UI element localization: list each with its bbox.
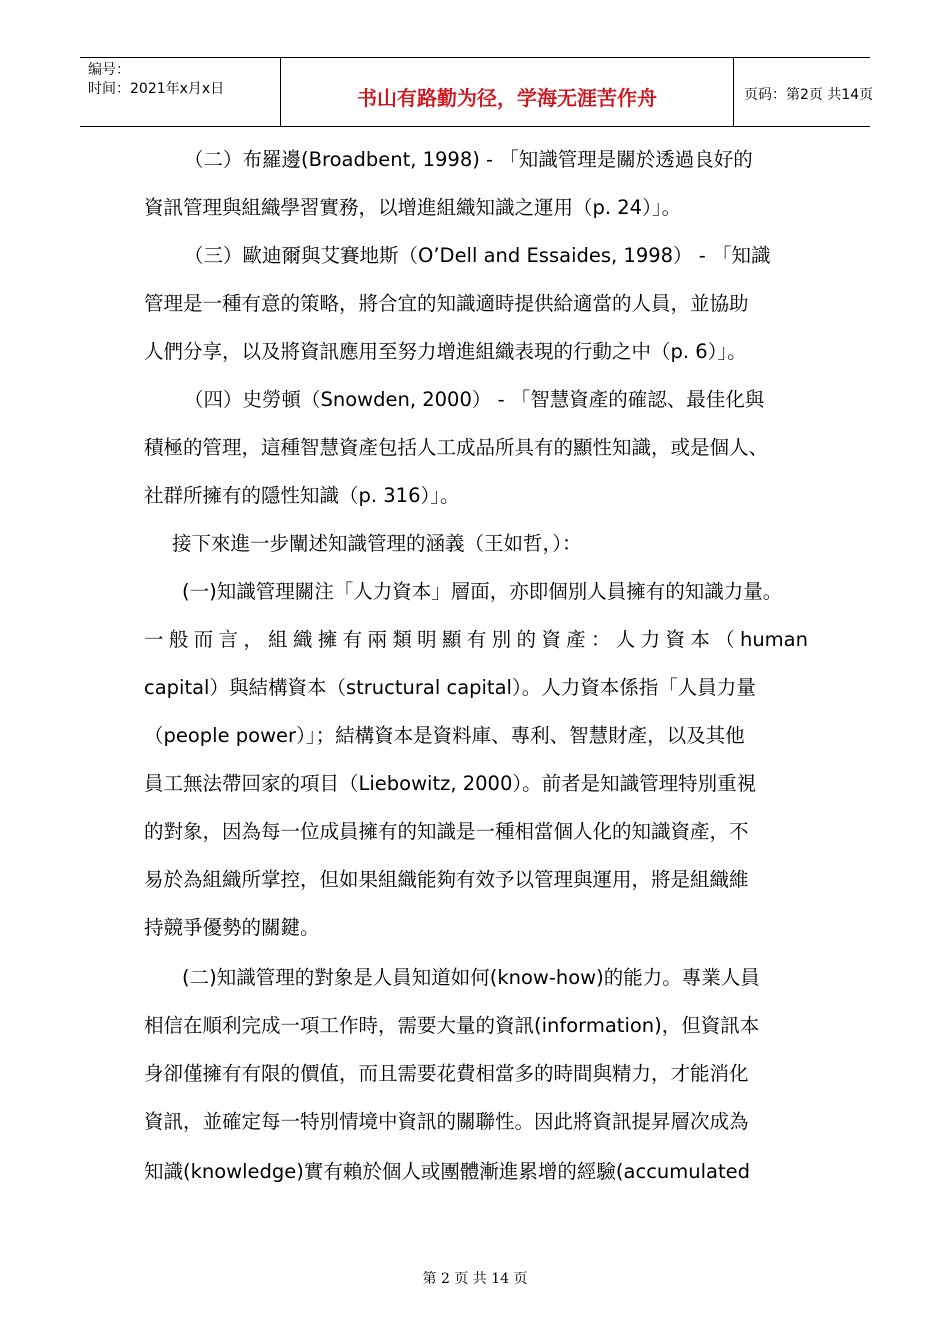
text-line: 相信在順利完成一項工作時，需要大量的資訊(information)，但資訊本 [144,1014,760,1037]
text-line: （二）布羅邊(Broadbent, 1998) - 「知識管理是關於透過良好的 [184,148,753,171]
text-line: (一)知識管理關注「人力資本」層面，亦即個別人員擁有的知識力量。 [182,580,783,603]
text-line: (二)知識管理的對象是人員知道如何(know-how)的能力。專業人員 [182,966,760,989]
page-header [80,57,874,127]
text-line: 接下來進一步闡述知識管理的涵義（王如哲，）： [172,532,582,555]
header-page-cell [732,58,874,126]
text-line: 一般而言，組織擁有兩類明顯有別的資產：人力資本（human [144,628,808,651]
text-line: 管理是一種有意的策略，將合宜的知識適時提供給適當的人員，並協助 [144,292,749,315]
text-line: 的對象，因為每一位成員擁有的知識是一種相當個人化的知識資產，不 [144,820,749,843]
text-line: 社群所擁有的隱性知識（p. 316）」。 [144,484,460,507]
text-line: （四）史勞頓（Snowden, 2000） - 「智慧資產的確認、最佳化與 [184,388,765,411]
text-line: 資訊管理與組織學習實務，以增進組織知識之運用（p. 24）」。 [144,196,682,219]
motto: 书山有路勤为径，学海无涯苦作舟 [357,86,657,110]
text-line: capital）與結構資本（structural capital）。人力資本係指「人員力量 [144,676,756,699]
text-line: 易於為組織所掌控，但如果組織能夠有效予以管理與運用，將是組織維 [144,868,749,891]
header-meta-cell [80,58,280,126]
text-line: 持競爭優勢的關鍵。 [144,916,320,939]
page-info: 页码：第2页 共14页 [744,87,874,103]
text-line: （三）歐迪爾與艾賽地斯（O’Dell and Essaides, 1998） - 「知識 [184,244,771,267]
time-label: 时间：2021年x月x日 [88,81,225,97]
header-motto-cell [280,58,734,126]
number-label: 编号： [88,62,130,78]
text-line: 積極的管理，這種智慧資產包括人工成品所具有的顯性知識，或是個人、 [144,436,769,459]
text-line: 資訊，並確定每一特別情境中資訊的關聯性。因此將資訊提昇層次成為 [144,1110,749,1133]
text-line: 員工無法帶回家的項目（Liebowitz, 2000）。前者是知識管理特別重視 [144,772,757,795]
text-line: 人們分享，以及將資訊應用至努力增進組織表現的行動之中（p. 6）」。 [144,340,747,363]
text-line: （people power）」；結構資本是資料庫、專利、智慧財產，以及其他 [144,724,745,747]
page-footer: 第 2 页 共 14 页 [422,1271,528,1287]
text-line: 身卻僅擁有有限的價值，而且需要花費相當多的時間與精力，才能消化 [144,1062,749,1085]
text-line: 知識(knowledge)實有賴於個人或團體漸進累增的經驗(accumulated [144,1160,751,1183]
